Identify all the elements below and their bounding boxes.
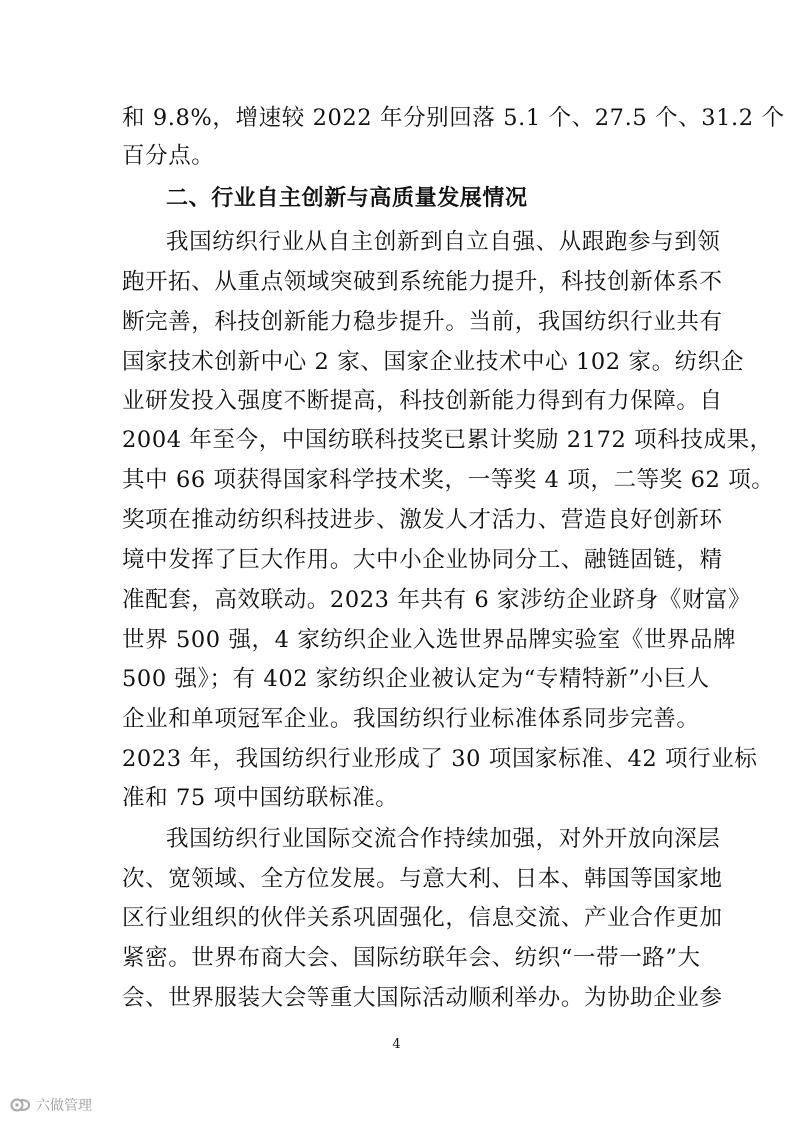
watermark-logo-icon <box>10 1096 32 1114</box>
paragraph-1-line-6: 2004 年至今，中国纺联科技奖已累计奖励 2172 项科技成果， <box>122 427 773 453</box>
paragraph-2-line-3: 区行业组织的伙伴关系巩固强化，信息交流、产业合作更加 <box>122 905 723 931</box>
paragraph-1-line-4: 国家技术创新中心 2 家、国家企业技术中心 102 家。纺织企 <box>122 349 744 375</box>
paragraph-1-line-15: 准和 75 项中国纺联标准。 <box>122 785 399 811</box>
paragraph-1-line-12: 500 强》；有 402 家纺织企业被认定为“专精特新”小巨人 <box>122 666 710 692</box>
paragraph-1-line-10: 准配套，高效联动。2023 年共有 6 家涉纺企业跻身《财富》 <box>122 587 752 613</box>
paragraph-2-line-5: 会、世界服装大会等重大国际活动顺利举办。为协助企业参 <box>122 985 723 1011</box>
watermark-text: 六做管理 <box>36 1098 92 1114</box>
paragraph-1-line-8: 奖项在推动纺织科技进步、激发人才活力、营造良好创新环 <box>122 507 723 533</box>
paragraph-1-line-13: 企业和单项冠军企业。我国纺织行业标准体系同步完善。 <box>122 706 700 732</box>
paragraph-1-line-3: 断完善，科技创新能力稳步提升。当前，我国纺织行业共有 <box>122 309 723 335</box>
paragraph-1-line-9: 境中发挥了巨大作用。大中小企业协同分工、融链固链，精 <box>122 547 723 573</box>
paragraph-1-line-2: 跑开拓、从重点领域突破到系统能力提升，科技创新体系不 <box>122 269 723 295</box>
paragraph-1-line-14: 2023 年，我国纺织行业形成了 30 项国家标准、42 项行业标 <box>122 746 758 772</box>
paragraph-1-line-11: 世界 500 强，4 家纺织企业入选世界品牌实验室《世界品牌 <box>122 627 737 653</box>
paragraph-2-line-2: 次、宽领域、全方位发展。与意大利、日本、韩国等国家地 <box>122 866 723 892</box>
text-line-1: 和 9.8%，增速较 2022 年分别回落 5.1 个、27.5 个、31.2 个 <box>122 105 785 131</box>
paragraph-1-line-5: 业研发投入强度不断提高，科技创新能力得到有力保障。自 <box>122 388 723 414</box>
watermark <box>10 1095 92 1115</box>
page-number: 4 <box>392 1037 401 1052</box>
paragraph-1-line-7: 其中 66 项获得国家科学技术奖，一等奖 4 项，二等奖 62 项。 <box>122 467 775 493</box>
paragraph-1-line-1: 我国纺织行业从自主创新到自立自强、从跟跑参与到领 <box>166 229 721 255</box>
text-line-2: 百分点。 <box>122 143 215 169</box>
section-heading: 二、行业自主创新与高质量发展情况 <box>166 186 528 211</box>
paragraph-2-line-4: 紧密。世界布商大会、国际纺联年会、纺织“一带一路”大 <box>122 945 701 971</box>
paragraph-2-line-1: 我国纺织行业国际交流合作持续加强，对外开放向深层 <box>166 826 721 852</box>
